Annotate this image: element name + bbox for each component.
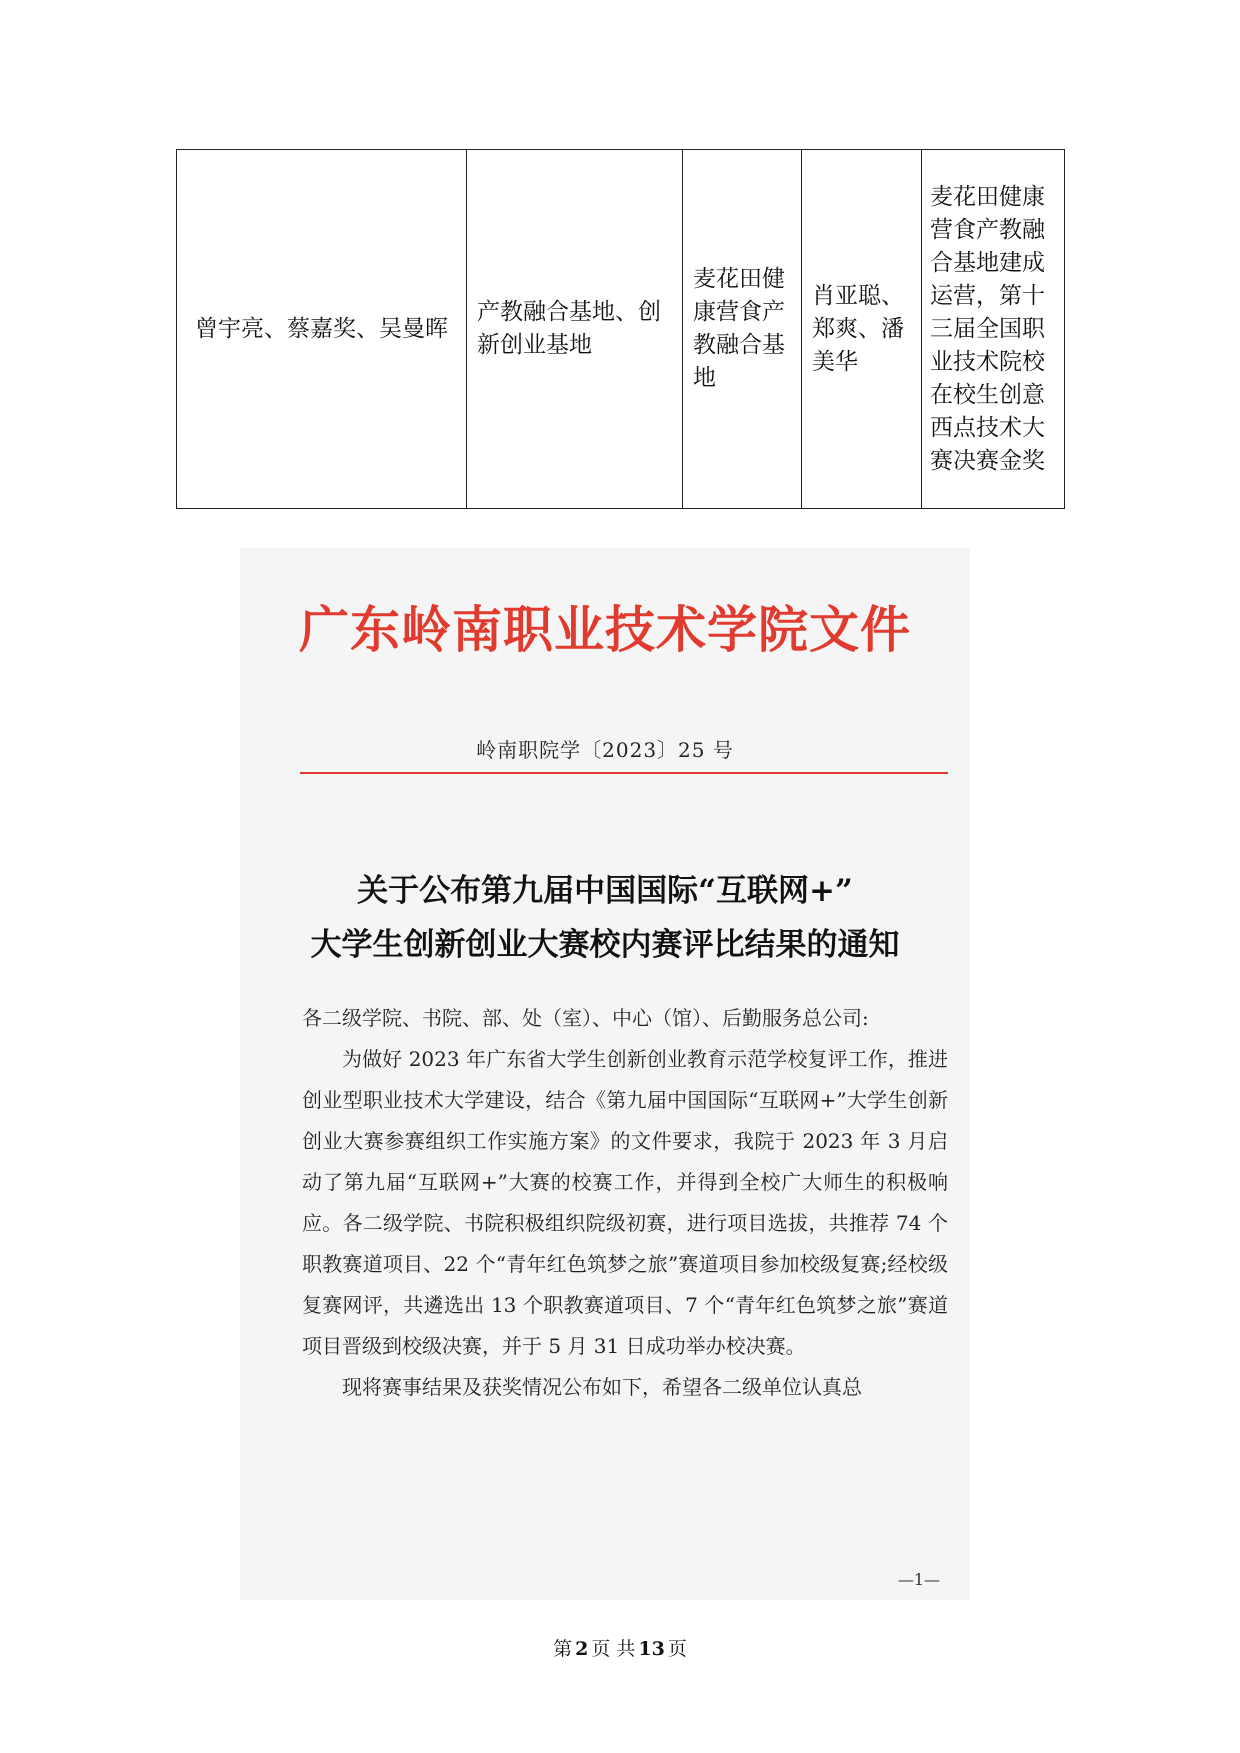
team-members-cell: 曾宇亮、蔡嘉奖、吴曼晖 bbox=[177, 150, 467, 509]
issuer-header: 广东岭南职业技术学院文件 bbox=[299, 600, 911, 659]
base-name-cell: 麦花田健康营食产教融合基地 bbox=[683, 150, 802, 509]
footer-suffix: 页 bbox=[667, 1638, 687, 1660]
red-divider bbox=[300, 772, 948, 774]
body-paragraph-2: 现将赛事结果及获奖情况公布如下，希望各二级单位认真总 bbox=[342, 1375, 862, 1399]
base-type-cell: 产教融合基地、创新创业基地 bbox=[467, 150, 683, 509]
document-number: 岭南职院学〔2023〕25 号 bbox=[476, 738, 734, 762]
table-row bbox=[177, 150, 1065, 509]
achievement-cell: 麦花田健康营食产教融合基地建成运营，第十三届全国职业技术院校在校生创意西点技术大赛决赛金奖 bbox=[922, 150, 1065, 509]
body-paragraph-1: 为做好 2023 年广东省大学生创新创业教育示范学校复评工作，推进创业型职业技术大学建设，结合《第九届中国国际“互联网+”大学生创新创业大赛参赛组织工作实施方案》的文件要求，我院于 2023 年 3 月启动了第九届“互联网+”大赛的校赛工作，并得到全校广大师生的积极响应。各二级学院、书院积极组织院级初赛，进行项目选拔，共推荐 74 个职教赛道项目、22 个“青年红色筑梦之旅”赛道项目参加校级复赛;经校级复赛网评，共遴选出 13 个职教赛道项目、7 个“青年红色筑梦之旅”赛道项目晋级到校级决赛，并于 5 月 31 日成功举办校决赛。 bbox=[302, 1047, 948, 1358]
total-pages-number: 13 bbox=[638, 1638, 665, 1660]
page-footer bbox=[0, 1634, 1240, 1661]
award-table bbox=[176, 149, 1065, 509]
footer-middle: 页 共 bbox=[591, 1638, 636, 1660]
notice-title-line-2: 大学生创新创业大赛校内赛评比结果的通知 bbox=[310, 927, 900, 963]
teachers-cell: 肖亚聪、郑爽、潘美华 bbox=[802, 150, 922, 509]
scan-page-number: —1— bbox=[897, 1570, 940, 1589]
notice-title bbox=[240, 864, 970, 972]
current-page-number: 2 bbox=[575, 1638, 589, 1660]
addressee: 各二级学院、书院、部、处（室）、中心（馆）、后勤服务总公司: bbox=[302, 1006, 869, 1030]
scanned-notice-image bbox=[240, 548, 970, 1600]
footer-prefix: 第 bbox=[553, 1638, 573, 1660]
notice-title-line-1: 关于公布第九届中国国际“互联网+” bbox=[357, 873, 853, 909]
notice-body bbox=[302, 998, 948, 1408]
